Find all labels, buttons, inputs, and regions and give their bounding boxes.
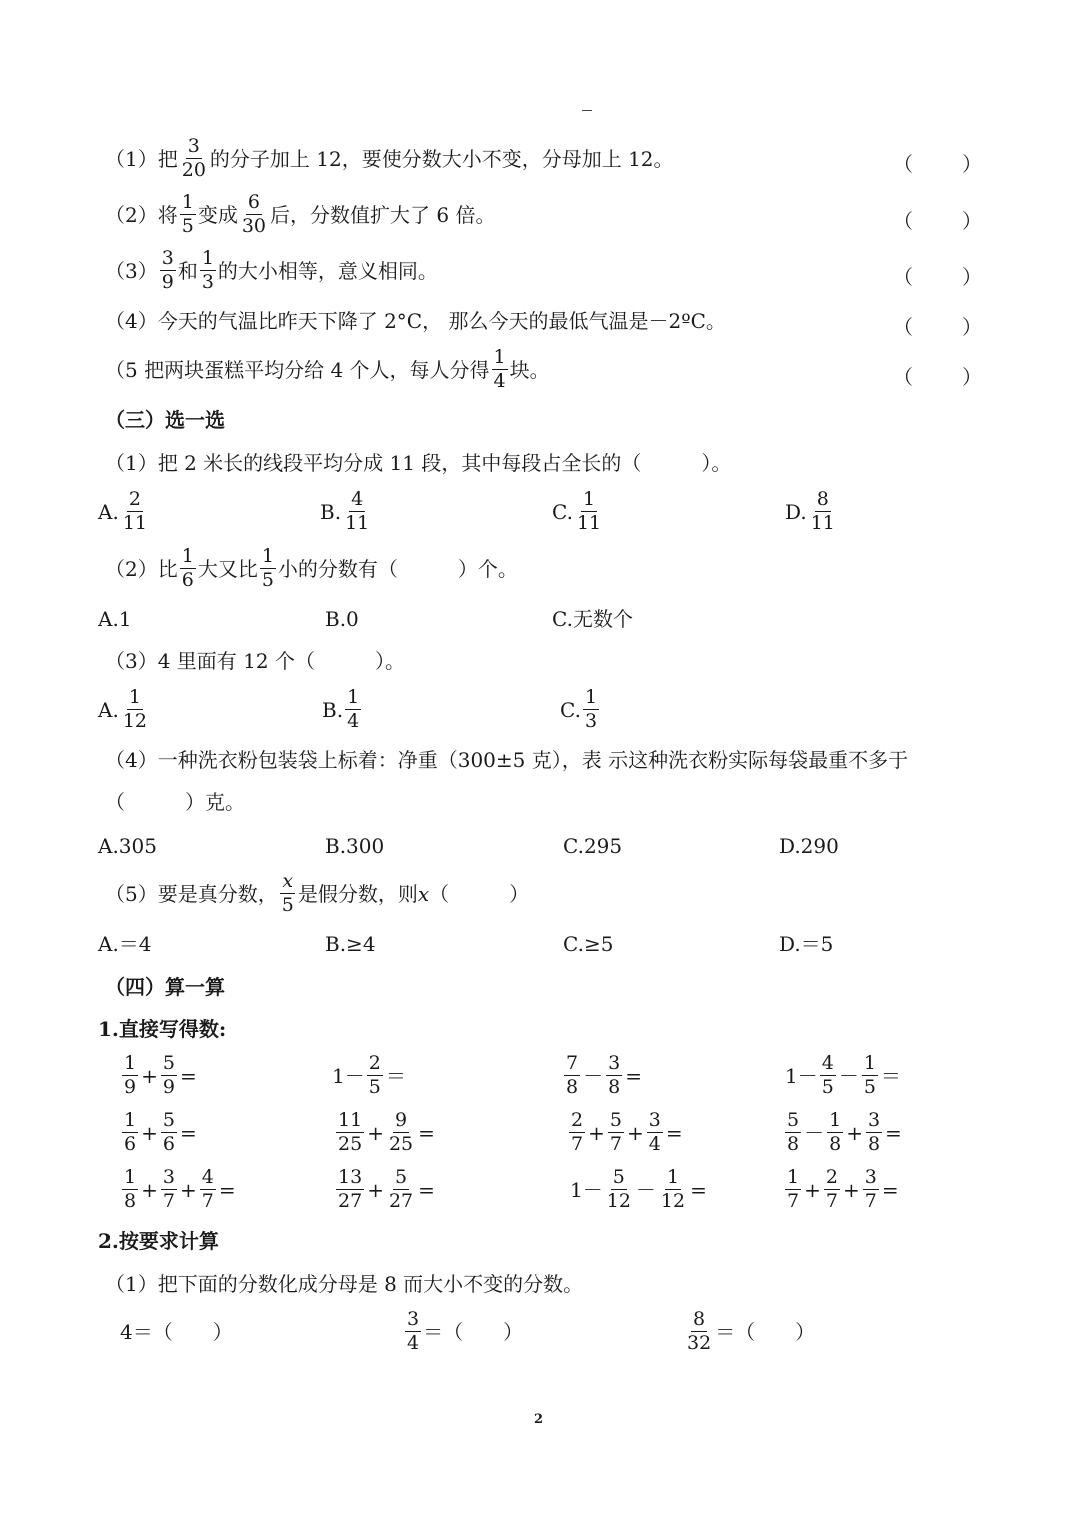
choose-q5-option-a: A.＝4 xyxy=(98,932,152,956)
judge-q2 xyxy=(105,193,495,237)
fraction: 1 5 xyxy=(863,1052,876,1098)
fraction: $\frac{5}{6}$ xyxy=(162,1109,175,1155)
answer-paren-close: ） xyxy=(962,265,982,289)
fraction: 1 12 xyxy=(122,686,147,732)
judge-q4-text: （4）今天的气温比昨天下降了 2°C， 那么今天的最低气温是－2ºC。 xyxy=(105,309,726,333)
variable-x: x xyxy=(417,881,430,906)
choose-q1-option-c: C. 1 11 xyxy=(552,488,602,534)
fraction: 3 20 xyxy=(181,135,206,181)
judge-q2-text-a: （2）将 xyxy=(105,202,178,227)
calc-expression: 1－ 2 5 ＝ xyxy=(332,1052,406,1098)
page-number: 2 xyxy=(534,1412,544,1427)
section-title-calc: （四）算一算 xyxy=(105,975,225,999)
calc-q1: （1）把下面的分数化成分母是 8 而大小不变的分数。 xyxy=(105,1272,584,1296)
convert-4: 4＝（ ） xyxy=(120,1320,233,1344)
calc-expression: 7 8 － $\frac{3}{8}$ = xyxy=(566,1052,642,1098)
fraction: 1 4 xyxy=(347,686,360,732)
fraction: $\frac{3}{8}$ xyxy=(608,1052,621,1098)
fraction: 1 4 xyxy=(493,346,506,392)
answer-paren-close: ） xyxy=(962,365,982,389)
choose-q3-option-c: C. 1 3 xyxy=(560,686,598,732)
fraction: $\frac{5}{9}$ xyxy=(162,1052,175,1098)
fraction: 1 11 xyxy=(576,488,602,534)
fraction: 1 6 xyxy=(124,1109,137,1155)
fraction: $\frac{5}{7}$ xyxy=(609,1109,622,1155)
fraction: 2 11 xyxy=(122,488,147,534)
choose-q1-option-a: A. 2 11 xyxy=(98,488,147,534)
fraction: 5 8 xyxy=(787,1109,800,1155)
convert-8-32: 8 32 ＝（ ） xyxy=(687,1308,816,1354)
fraction: 1 3 xyxy=(201,247,214,293)
choose-q4-option-d: D.290 xyxy=(779,834,839,858)
answer-paren-open: （ xyxy=(893,365,913,389)
choose-q4-line1: （4）一种洗衣粉包装袋上标着：净重（300±5 克），表 示这种洗衣粉实际每袋最重不多于 xyxy=(105,748,909,772)
choose-q1-option-d: D. 8 11 xyxy=(785,488,835,534)
calc-subtitle-2: 2.按要求计算 xyxy=(98,1229,219,1253)
fraction: $\frac{3}{8}$ xyxy=(867,1109,881,1155)
fraction: 1 5 xyxy=(181,191,194,237)
answer-paren-open: （ xyxy=(893,315,913,339)
answer-paren-open: （ xyxy=(893,152,913,176)
choose-q4-line2: （ ）克。 xyxy=(105,790,245,814)
fraction: 1 3 xyxy=(584,686,598,732)
fraction: 8 11 xyxy=(810,488,835,534)
judge-q5-text-a: （5 把两块蛋糕平均分给 4 个人，每人分得 xyxy=(105,357,490,382)
answer-paren-open: （ xyxy=(893,209,913,233)
judge-q5-text-b: 块。 xyxy=(509,357,550,382)
fraction: 1 8 xyxy=(829,1109,842,1155)
fraction: 3 9 xyxy=(161,247,174,293)
calc-expression: 1 6 + $\frac{5}{6}$ = xyxy=(124,1109,197,1155)
judge-q2-text-b: 变成 xyxy=(197,202,238,227)
fraction: 8 32 xyxy=(687,1308,712,1354)
calc-expression: 13 27 + $\frac{5}{27}$ = xyxy=(338,1166,435,1212)
fraction: 13 27 xyxy=(338,1166,363,1212)
calc-expression: 1 7 + $\frac{2}{7}$ + $\frac{3}{7}$ = xyxy=(787,1166,899,1212)
choose-q4-option-a: A.305 xyxy=(98,834,157,858)
fraction: 6 30 xyxy=(241,191,267,237)
fraction: $\frac{5}{27}$ xyxy=(388,1166,414,1212)
answer-paren-close: ） xyxy=(962,152,982,176)
fraction: 4 11 xyxy=(345,488,370,534)
choose-q2-option-a: A.1 xyxy=(98,607,132,631)
section-title-choose: （三）选一选 xyxy=(105,408,225,432)
choose-q5-option-c: C.≥5 xyxy=(563,932,614,956)
judge-q1-text-b: 的分子加上 12，要使分数大小不变，分母加上 12。 xyxy=(209,146,674,171)
judge-q3-text-a: （3） xyxy=(105,258,158,283)
judge-q1-text-a: （1）把 xyxy=(105,146,178,171)
fraction: 7 8 xyxy=(566,1052,579,1098)
fraction: x 5 xyxy=(281,870,294,916)
fraction: 2 7 xyxy=(571,1109,584,1155)
choose-q5: （5）要是真分数， x 5 是假分数，则 x （ ） xyxy=(105,870,530,916)
choose-q4-option-c: C.295 xyxy=(563,834,623,858)
judge-q5 xyxy=(105,348,550,392)
choose-q1-option-b: B. 4 11 xyxy=(320,488,370,534)
fraction: $\frac{3}{7}$ xyxy=(864,1166,877,1212)
calc-expression: 1－ 4 5 － 1 5 ＝ xyxy=(785,1052,901,1098)
calc-expression: 1 9 + $\frac{5}{9}$ = xyxy=(124,1052,197,1098)
choose-q2-option-b: B.0 xyxy=(325,607,359,631)
choose-q5-option-d: D.＝5 xyxy=(779,932,834,956)
calc-expression: 2 7 + $\frac{5}{7}$ + $\frac{3}{4}$ = xyxy=(571,1109,683,1155)
calc-expression: 5 8 － 1 8 + $\frac{3}{8}$ = xyxy=(787,1109,902,1155)
fraction: 1 9 xyxy=(124,1052,137,1098)
fraction: $\frac{1}{12}$ xyxy=(660,1166,686,1212)
fraction: 1 6 xyxy=(181,545,194,591)
fraction: $\frac{9}{25}$ xyxy=(388,1109,414,1155)
answer-paren-open: （ xyxy=(893,265,913,289)
choose-q3-option-a: A. 1 12 xyxy=(98,686,147,732)
choose-q3-option-b: B. 1 4 xyxy=(322,686,360,732)
choose-q2-option-c: C.无数个 xyxy=(552,607,633,631)
judge-q3 xyxy=(105,249,438,293)
choose-q2: （2）比 1 6 大又比 1 5 小的分数有（ ）个。 xyxy=(105,545,518,591)
fraction: $\frac{2}{7}$ xyxy=(825,1166,838,1212)
judge-q4 xyxy=(105,311,726,331)
judge-q1 xyxy=(105,137,674,181)
fraction: 1 8 xyxy=(124,1166,137,1212)
fraction: $\frac{4}{7}$ xyxy=(201,1166,214,1212)
fraction: 1 5 xyxy=(261,545,274,591)
calc-expression: 1 8 + $\frac{3}{7}$ + $\frac{4}{7}$ = xyxy=(124,1166,236,1212)
fraction: $\frac{3}{7}$ xyxy=(162,1166,175,1212)
choose-q3: （3）4 里面有 12 个（ ）。 xyxy=(105,649,405,673)
fraction: 1 7 xyxy=(787,1166,800,1212)
answer-paren-close: ） xyxy=(962,209,982,233)
calc-subtitle-1: 1.直接写得数: xyxy=(98,1017,227,1041)
judge-q3-text-b: 和 xyxy=(177,258,198,283)
fraction: $\frac{3}{4}$ xyxy=(648,1109,661,1155)
fraction: 4 5 xyxy=(821,1052,834,1098)
fraction: 2 5 xyxy=(368,1052,381,1098)
calc-expression: 11 25 + $\frac{9}{25}$ = xyxy=(338,1109,435,1155)
calc-expression: 1－ 5 12 － $\frac{1}{12}$ = xyxy=(570,1166,707,1212)
choose-q5-option-b: B.≥4 xyxy=(325,932,376,956)
top-mark xyxy=(582,110,592,111)
answer-paren-close: ） xyxy=(962,315,982,339)
choose-q4-option-b: B.300 xyxy=(325,834,385,858)
convert-3-4: 3 4 ＝（ ） xyxy=(407,1308,524,1354)
fraction: 11 25 xyxy=(338,1109,363,1155)
judge-q2-text-c: 后，分数值扩大了 6 倍。 xyxy=(270,202,496,227)
judge-q3-text-c: 的大小相等，意义相同。 xyxy=(217,258,438,283)
fraction: 3 4 xyxy=(407,1308,420,1354)
fraction: 5 12 xyxy=(606,1166,631,1212)
choose-q1: （1）把 2 米长的线段平均分成 11 段，其中每段占全长的（ ）。 xyxy=(105,451,732,475)
